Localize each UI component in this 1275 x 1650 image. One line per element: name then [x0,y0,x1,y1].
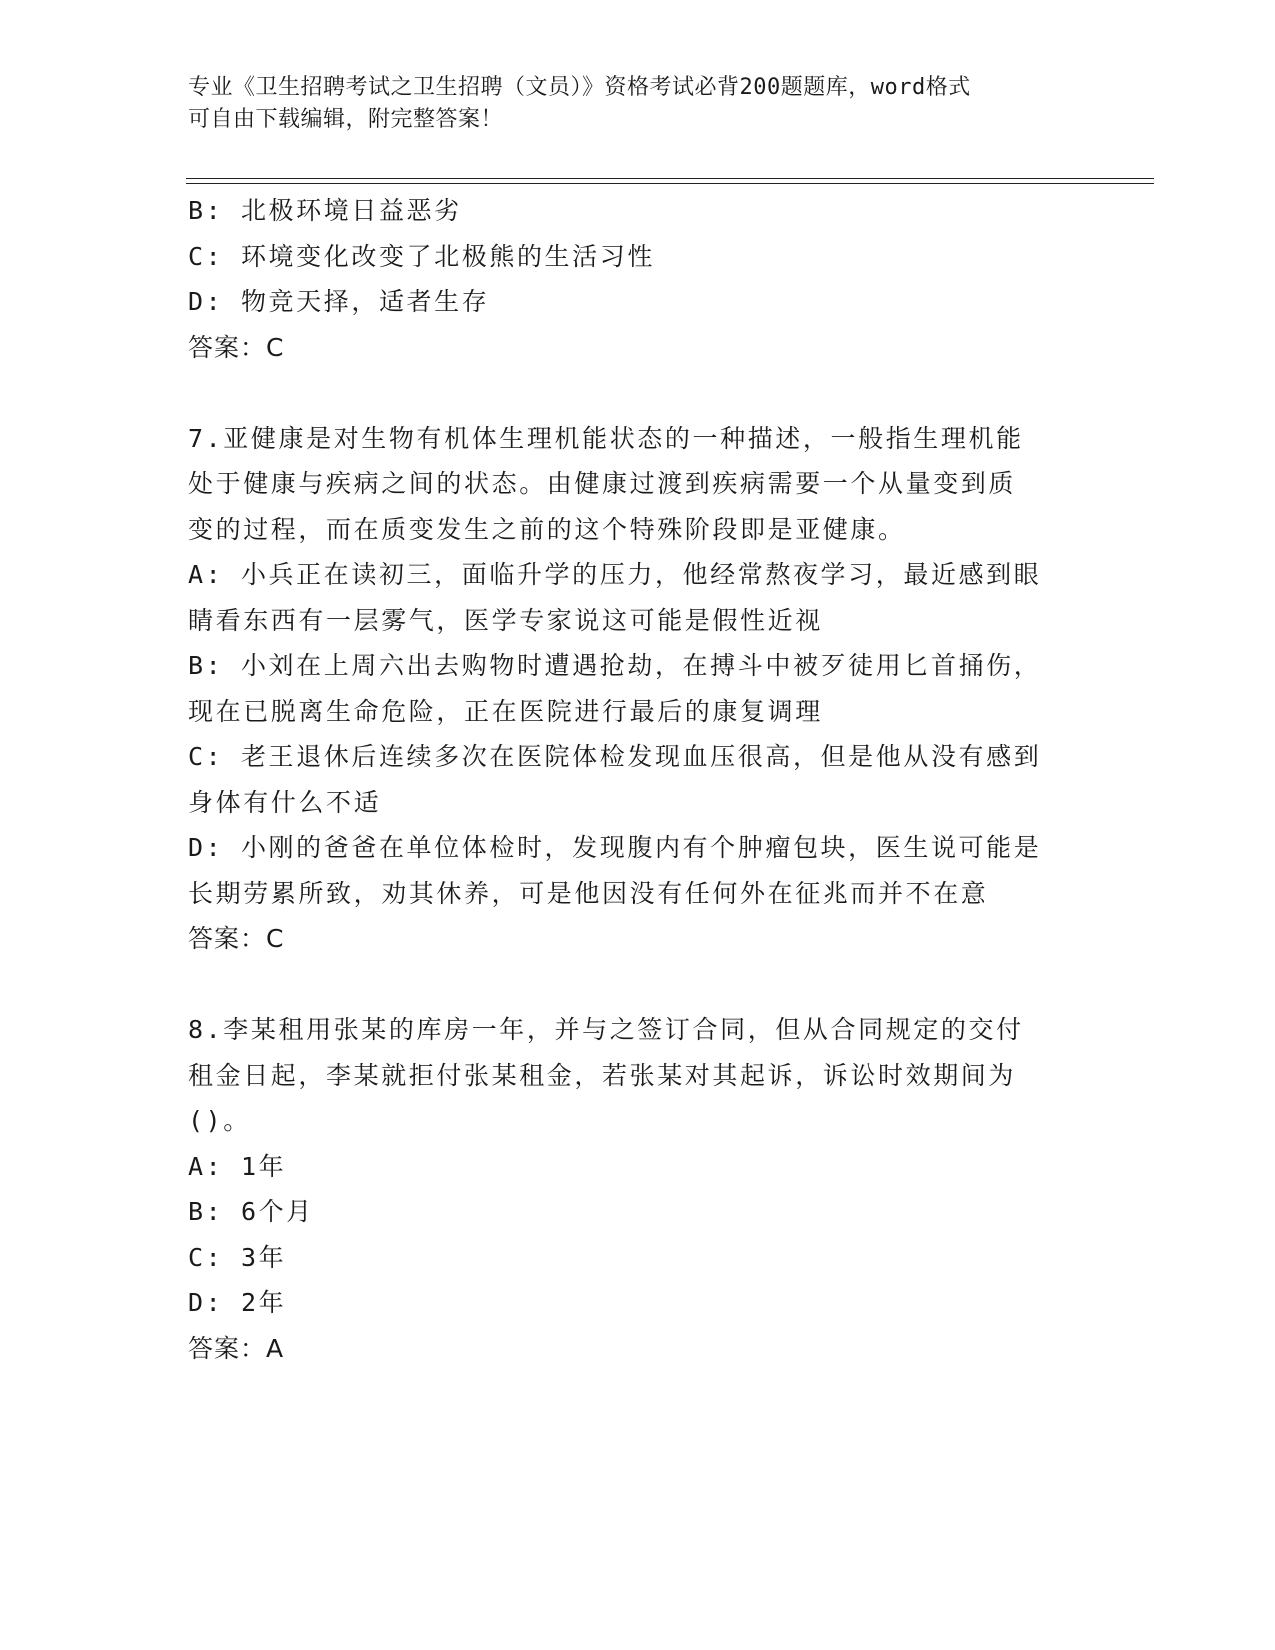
document-body [188,188,1088,1371]
question-6-fragment [188,188,1088,370]
question-8 [188,1007,1088,1371]
q7-stem-line-2: 处于健康与疾病之间的状态。由健康过渡到疾病需要一个从量变到质 [188,469,1017,498]
q7-option-c-line-2: 身体有什么不适 [188,787,382,817]
q8-option-d: D: 2年 [188,1288,287,1317]
q8-option-b: B: 6个月 [188,1197,314,1226]
q7-stem-line-1: 7.亚健康是对生物有机体生理机能状态的一种描述，一般指生理机能 [188,423,1024,453]
header-divider-top [186,178,1154,179]
header-line-2: 可自由下载编辑，附完整答案！ [188,107,504,132]
q7-option-c-line-1: C: 老王退休后连续多次在医院体检发现血压很高，但是他从没有感到 [188,742,1042,771]
question-spacer [188,962,1088,1008]
q8-stem-line-3: ()。 [188,1106,251,1135]
q7-answer: 答案：C [188,924,285,953]
question-spacer [188,370,1088,416]
header-line-1: 专业《卫生招聘考试之卫生招聘（文员）》资格考试必背200题题库，word格式 [188,75,971,100]
q8-stem-line-2: 租金日起，李某就拒付张某租金，若张某对其起诉，诉讼时效期间为 [188,1060,1017,1090]
question-7 [188,416,1088,962]
q6-answer: 答案：C [188,332,285,362]
document-header [188,72,1068,136]
q6-option-b: B: 北极环境日益恶劣 [188,196,462,225]
q7-option-d-line-2: 长期劳累所致，劝其休养，可是他因没有任何外在征兆而并不在意 [188,878,989,908]
q6-option-c: C: 环境变化改变了北极熊的生活习性 [188,241,655,271]
q7-option-a-line-2: 睛看东西有一层雾气，医学专家说这可能是假性近视 [188,605,823,635]
q8-stem-line-1: 8.李某租用张某的库房一年，并与之签订合同，但从合同规定的交付 [188,1015,1024,1044]
q7-option-b-line-1: B: 小刘在上周六出去购物时遭遇抢劫，在搏斗中被歹徒用匕首捅伤， [188,651,1042,680]
q7-stem-line-3: 变的过程，而在质变发生之前的这个特殊阶段即是亚健康。 [188,514,906,544]
q7-option-d-line-1: D: 小刚的爸爸在单位体检时，发现腹内有个肿瘤包块，医生说可能是 [188,833,1042,862]
header-divider-bottom [186,183,1154,184]
q8-option-a: A: 1年 [188,1151,287,1181]
q6-option-d: D: 物竞天择，适者生存 [188,287,490,316]
q8-option-c: C: 3年 [188,1242,287,1272]
q7-option-a-line-1: A: 小兵正在读初三，面临升学的压力，他经常熬夜学习，最近感到眼 [188,560,1042,589]
q8-answer: 答案：A [188,1333,285,1363]
q7-option-b-line-2: 现在已脱离生命危险，正在医院进行最后的康复调理 [188,696,823,726]
